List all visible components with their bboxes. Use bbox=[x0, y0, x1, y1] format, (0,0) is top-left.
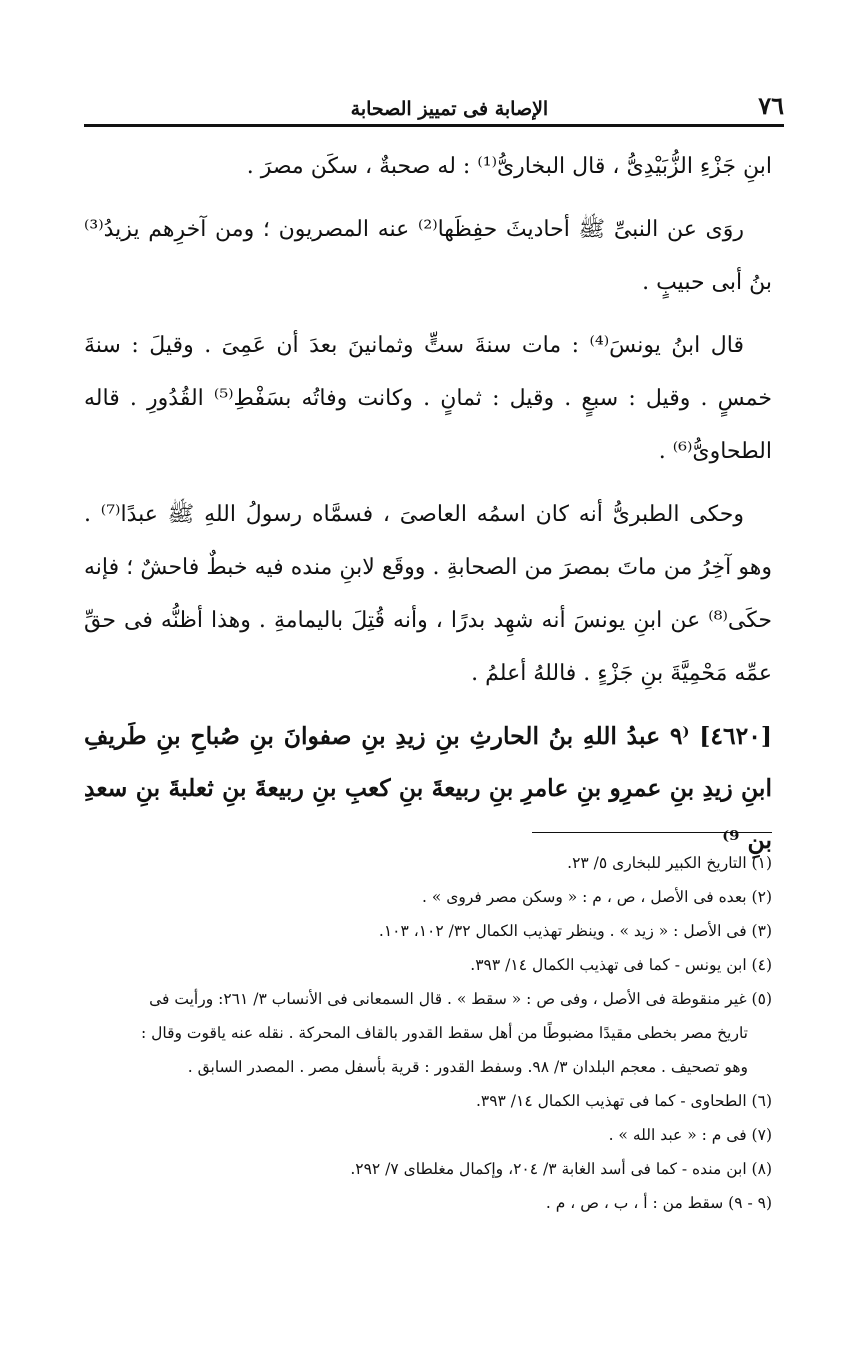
footnote: (١) التاريخ الكبير للبخارى ٥/ ٢٣. bbox=[567, 854, 772, 872]
paragraph: قال ابنُ يونسَ⁽⁴⁾ : مات سنةَ ستٍّ وثمانينَ بعدَ أن عَمِىَ . وقيلَ : سنةَ خمسٍ . وقيل : سبعٍ . وقيل : ثمانٍ . وكانت وفاتُه بسَفْطِ⁽⁵⁾ القُدُورِ . قاله الطحاوىُّ⁽⁶⁾ . bbox=[84, 333, 772, 464]
paragraph: ابنِ جَزْءِ الزُّبَيْدِىُّ ، قال البخارىُّ⁽¹⁾ : له صحبةٌ ، سكَن مصرَ . bbox=[246, 154, 772, 179]
biography-entry-heading: [٤٦٢٠] ⁽٩ عبدُ اللهِ بنُ الحارثِ بنِ زيدِ بنِ صفوانَ بنِ صُباحِ بنِ طَريفِ ابنِ زيدِ بنِ عمرِو بنِ عامرِ بنِ ربيعةَ بنِ كعبِ بنِ ربيعةَ بنِ ثعلبةَ بنِ سعدِ بنِ ⁹⁾ bbox=[84, 722, 772, 854]
page-number: ٧٦ bbox=[758, 91, 784, 120]
running-title: الإصابة فى تمييز الصحابة bbox=[350, 98, 549, 120]
footnote: (٣) فى الأصل : « زيد » . وينظر تهذيب الكمال ٣٢/ ١٠٢، ١٠٣. bbox=[378, 922, 772, 940]
footnote: (٤) ابن يونس - كما فى تهذيب الكمال ١٤/ ٣٩٣. bbox=[470, 956, 772, 974]
page-header bbox=[84, 70, 784, 127]
main-text bbox=[84, 140, 772, 876]
footnote: (٨) ابن منده - كما فى أسد الغابة ٣/ ٢٠٤، وإكمال مغلطاى ٧/ ٢٩٢. bbox=[350, 1160, 772, 1178]
footnote-continuation: تاريخ مصر بخطى مقيدًا مضبوطًا من أهل سقط القدور بالقاف المحركة . نقله عنه ياقوت وقال : bbox=[140, 1024, 748, 1042]
footnote: (٥) غير منقوطة فى الأصل ، وفى ص : « سقط » . قال السمعانى فى الأنساب ٣/ ٢٦١: ورأيت فى bbox=[149, 990, 772, 1008]
footnotes bbox=[84, 846, 772, 1220]
footnote-continuation: وهو تصحيف . معجم البلدان ٣/ ٩٨. وسفط القدور : قرية بأسفل مصر . المصدر السابق . bbox=[187, 1058, 748, 1076]
paragraph: وحكى الطبرىُّ أنه كان اسمُه العاصىَ ، فسمَّاه رسولُ اللهِ ﷺ عبدًا⁽⁷⁾ . وهو آخِرُ من ماتَ بمصرَ من الصحابةِ . ووقَع لابنِ منده فيه خبطٌ فاحشٌ ؛ فإنه حكَى⁽⁸⁾ عن ابنِ يونسَ أنه شهِد بدرًا ، وأنه قُتِلَ باليمامةِ . وهذا أظنُّه فى حقِّ عمِّه مَحْمِيَّةَ بنِ جَزْءٍ . فاللهُ أعلمُ . bbox=[84, 502, 772, 686]
footnote: (٩ - ٩) سقط من : أ ، ب ، ص ، م . bbox=[545, 1194, 772, 1212]
footnote: (٢) بعده فى الأصل ، ص ، م : « وسكن مصر فروى » . bbox=[421, 888, 772, 906]
paragraph: روَى عن النبىِّ ﷺ أحاديثَ حفِظَها⁽²⁾ عنه المصريون ؛ ومن آخرِهم يزيدُ⁽³⁾ بنُ أبى حبيبٍ . bbox=[84, 217, 772, 295]
footnote: (٦) الطحاوى - كما فى تهذيب الكمال ١٤/ ٣٩٣. bbox=[475, 1092, 772, 1110]
footnote-divider bbox=[532, 832, 772, 833]
footnote: (٧) فى م : « عبد الله » . bbox=[608, 1126, 772, 1144]
